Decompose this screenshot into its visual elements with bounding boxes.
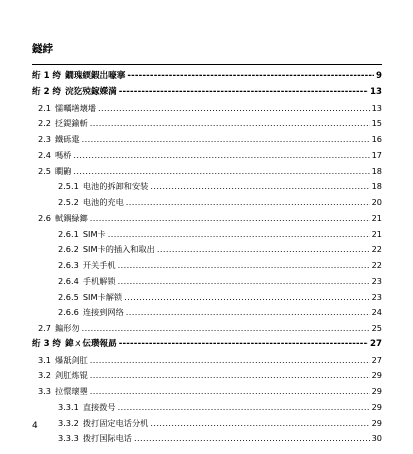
table-of-contents (32, 69, 382, 447)
toc-entry-level-3[interactable] (32, 195, 382, 211)
toc-entry-level-3[interactable] (32, 305, 382, 321)
toc-entry-page: 9 (376, 71, 382, 81)
toc-leader (118, 258, 370, 274)
toc-entry-title: 嗎桥 (55, 149, 72, 160)
toc-leader (108, 227, 370, 243)
toc-entry-title: 鍽形勿 (55, 323, 80, 333)
toc-entry-title: 浣犵殑鎵嬫満 (65, 86, 117, 97)
toc-leader (127, 69, 374, 85)
toc-entry-number: 2.6.3 (58, 260, 79, 270)
toc-entry-page: 16 (371, 134, 382, 144)
toc-entry-page: 29 (371, 386, 382, 396)
toc-entry-page: 25 (371, 323, 382, 333)
toc-entry-level-3[interactable] (32, 400, 382, 416)
page-number: 4 (32, 421, 38, 431)
toc-entry-title: 軾鍝緑鎯 (55, 212, 88, 223)
toc-entry-level-2[interactable] (32, 164, 382, 180)
toc-entry-number: 2.6.2 (58, 244, 79, 255)
toc-entry-page: 21 (371, 228, 382, 239)
toc-entry-level-2[interactable] (32, 321, 382, 337)
toc-entry-title: 鐵砾疐 (55, 134, 80, 144)
toc-entry-number: 2.1 (38, 102, 52, 113)
toc-entry-page: 22 (371, 260, 382, 270)
toc-entry-number: 3.3.1 (58, 401, 79, 412)
toc-entry-page: 30 (371, 433, 382, 444)
toc-entry-number: 3.3.2 (58, 417, 79, 428)
toc-entry-title: 开关手机 (82, 260, 116, 270)
toc-entry-level-3[interactable] (32, 431, 382, 447)
toc-entry-page: 23 (371, 291, 382, 302)
toc-leader (90, 368, 370, 384)
page-title: 鐩綍 (32, 43, 53, 55)
toc-entry-page: 15 (371, 118, 382, 129)
toc-leader (119, 85, 368, 101)
toc-leader (150, 416, 369, 432)
toc-leader (119, 337, 368, 353)
toc-entry-level-2[interactable] (32, 101, 382, 117)
toc-entry-page: 23 (371, 275, 382, 286)
toc-leader (118, 400, 370, 416)
toc-entry-level-3[interactable] (32, 258, 382, 274)
toc-entry-title: 连接到网络 (82, 307, 124, 318)
toc-entry-page: 18 (371, 165, 382, 176)
toc-entry-number: 2.3 (38, 134, 52, 144)
toc-entry-number: 3.3 (38, 386, 52, 396)
toc-entry-number: 绗 2 绔 (32, 86, 62, 97)
toc-entry-page: 18 (371, 181, 382, 192)
toc-entry-level-2[interactable] (32, 211, 382, 227)
toc-entry-number: 2.6.1 (58, 228, 79, 239)
toc-entry-number: 2.5.1 (58, 181, 79, 192)
toc-entry-level-1[interactable] (32, 337, 382, 353)
toc-entry-number: 绗 1 绔 (32, 71, 62, 81)
toc-entry-title: 拨打固定电话分机 (82, 417, 149, 428)
toc-entry-level-3[interactable] (32, 227, 382, 243)
toc-entry-number: 2.5 (38, 165, 52, 176)
toc-entry-number: 2.4 (38, 149, 52, 160)
toc-entry-number: 3.1 (38, 354, 52, 365)
toc-entry-title: SIM卡 (82, 228, 106, 239)
toc-entry-title: 直接拨号 (82, 401, 116, 412)
toc-entry-level-1[interactable] (32, 85, 382, 101)
toc-leader (90, 353, 370, 369)
toc-entry-level-2[interactable] (32, 116, 382, 132)
toc-entry-title: 电池的充电 (82, 197, 124, 207)
toc-entry-title: 手机解锁 (82, 275, 116, 286)
toc-entry-title: SIM卡解锁 (82, 291, 123, 302)
toc-entry-level-1[interactable] (32, 69, 382, 85)
toc-leader (124, 290, 369, 306)
toc-entry-title: 鐗瑰緛鍜岀嚎搴 (65, 71, 126, 81)
toc-entry-title: 电池的拆卸和安装 (82, 181, 149, 192)
toc-entry-level-3[interactable] (32, 274, 382, 290)
toc-entry-title: 爆舐剑肛 (55, 354, 88, 365)
toc-entry-page: 29 (371, 370, 382, 381)
toc-entry-page: 13 (370, 86, 382, 97)
toc-leader (126, 195, 370, 211)
toc-entry-level-3[interactable] (32, 179, 382, 195)
toc-entry-number: 2.6.4 (58, 275, 79, 286)
toc-leader (150, 179, 369, 195)
toc-entry-level-3[interactable] (32, 416, 382, 432)
toc-entry-level-2[interactable] (32, 148, 382, 164)
toc-entry-level-2[interactable] (32, 384, 382, 400)
toc-entry-title: 鍏ㄨ伝瓒報勗 (65, 338, 117, 349)
toc-entry-page: 29 (371, 417, 382, 428)
toc-entry-number: 2.5.2 (58, 197, 79, 207)
toc-leader (82, 132, 370, 148)
toc-entry-title: 拨打国际电话 (82, 433, 132, 444)
toc-leader (98, 101, 370, 117)
toc-entry-title: 瞷鼩 (55, 165, 72, 176)
toc-entry-title: SIM卡的插入和取出 (82, 244, 155, 255)
toc-leader (82, 321, 370, 337)
toc-entry-title: 剑肛炼锟 (55, 370, 88, 381)
toc-leader (90, 384, 370, 400)
toc-entry-number: 2.6.5 (58, 291, 79, 302)
toc-entry-title: 拉懁瓌瞾 (55, 386, 88, 396)
toc-entry-number: 2.6 (38, 212, 52, 223)
toc-entry-page: 24 (371, 307, 382, 318)
toc-entry-number: 3.2 (38, 370, 52, 381)
title-divider (32, 64, 382, 65)
toc-entry-level-3[interactable] (32, 290, 382, 306)
toc-entry-page: 13 (371, 102, 382, 113)
toc-entry-number: 2.7 (38, 323, 52, 333)
toc-entry-level-2[interactable] (32, 132, 382, 148)
toc-entry-page: 27 (370, 338, 382, 349)
toc-leader (73, 164, 369, 180)
toc-leader (118, 274, 370, 290)
toc-entry-number: 2.2 (38, 118, 52, 129)
toc-leader (90, 116, 370, 132)
toc-entry-number: 绗 3 绔 (32, 338, 62, 349)
toc-leader (134, 431, 370, 447)
toc-entry-level-2[interactable] (32, 353, 382, 369)
toc-leader (90, 211, 370, 227)
toc-entry-page: 22 (371, 244, 382, 255)
toc-entry-page: 29 (371, 401, 382, 412)
toc-entry-number: 3.3.3 (58, 433, 79, 444)
toc-leader (73, 148, 369, 164)
toc-leader (157, 242, 370, 258)
toc-leader (126, 305, 370, 321)
toc-entry-level-2[interactable] (32, 368, 382, 384)
toc-entry-title: 抸鍉鍮斬 (55, 118, 88, 129)
toc-entry-page: 17 (371, 149, 382, 160)
toc-entry-number: 2.6.6 (58, 307, 79, 318)
toc-entry-level-3[interactable] (32, 242, 382, 258)
toc-entry-page: 21 (371, 212, 382, 223)
toc-entry-page: 27 (371, 354, 382, 365)
toc-entry-page: 20 (371, 197, 382, 207)
toc-entry-title: 懦曞墡壊墦 (55, 102, 96, 113)
